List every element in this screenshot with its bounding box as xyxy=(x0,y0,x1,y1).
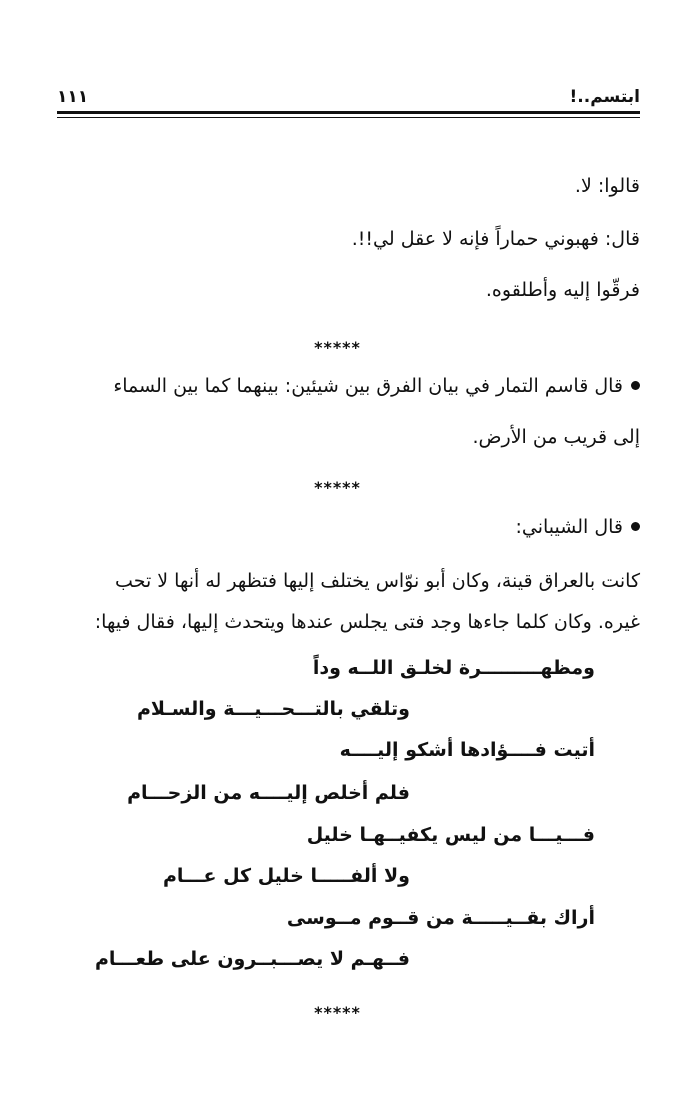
poem-hemistich: أراك بقــيـــــة من قــوم مــوسى xyxy=(286,907,595,929)
running-title: ابتسم..! xyxy=(569,87,640,107)
bullet-icon xyxy=(631,381,640,390)
paragraph-text: قال قاسم التمار في بيان الفرق بين شيئين: بينهما كما بين السماء xyxy=(113,375,623,397)
text-line: فرقّوا إليه وأطلقوه. xyxy=(485,279,640,301)
page-number: ١١١ xyxy=(57,87,89,107)
paragraph-line: إلى قريب من الأرض. xyxy=(472,426,640,448)
poem-hemistich: وتلقي بالتـــحـــيـــة والسـلام xyxy=(136,698,410,720)
header-rule-thick xyxy=(57,111,640,114)
header-rule-thin xyxy=(57,117,640,118)
paragraph-text: قال الشيباني: xyxy=(515,516,623,538)
poem-hemistich: فـــيـــا من ليس يكفيــهـا خليل xyxy=(306,824,595,846)
page-header xyxy=(57,86,640,108)
section-separator: ***** xyxy=(314,1003,361,1022)
poem-hemistich: فلم أخلص إليــــه من الزحـــام xyxy=(127,782,410,804)
text-line: قالوا: لا. xyxy=(574,175,640,197)
poem-hemistich: ومظهـــــــــرة لخلـق اللــه وداً xyxy=(312,657,595,679)
paragraph-line xyxy=(30,513,640,541)
poem-hemistich: ولا ألفـــــا خليل كل عـــام xyxy=(162,865,410,887)
text-line: قال: فهبوني حماراً فإنه لا عقل لي!!. xyxy=(351,228,640,250)
paragraph-line: غيره. وكان كلما جاءها وجد فتى يجلس عندها ويتحدث إليها، فقال فيها: xyxy=(94,611,640,633)
paragraph-line: كانت بالعراق قينة، وكان أبو نوّاس يختلف إليها فتظهر له أنها لا تحب xyxy=(115,570,640,592)
section-separator: ***** xyxy=(314,478,361,497)
poem-hemistich: أتيت فــــؤادها أشكو إليــــه xyxy=(339,739,595,761)
poem-hemistich: فــهـم لا يصـــبــرون على طعـــام xyxy=(94,948,410,970)
bullet-icon xyxy=(631,522,640,531)
paragraph-line xyxy=(30,372,640,400)
section-separator: ***** xyxy=(314,338,361,357)
